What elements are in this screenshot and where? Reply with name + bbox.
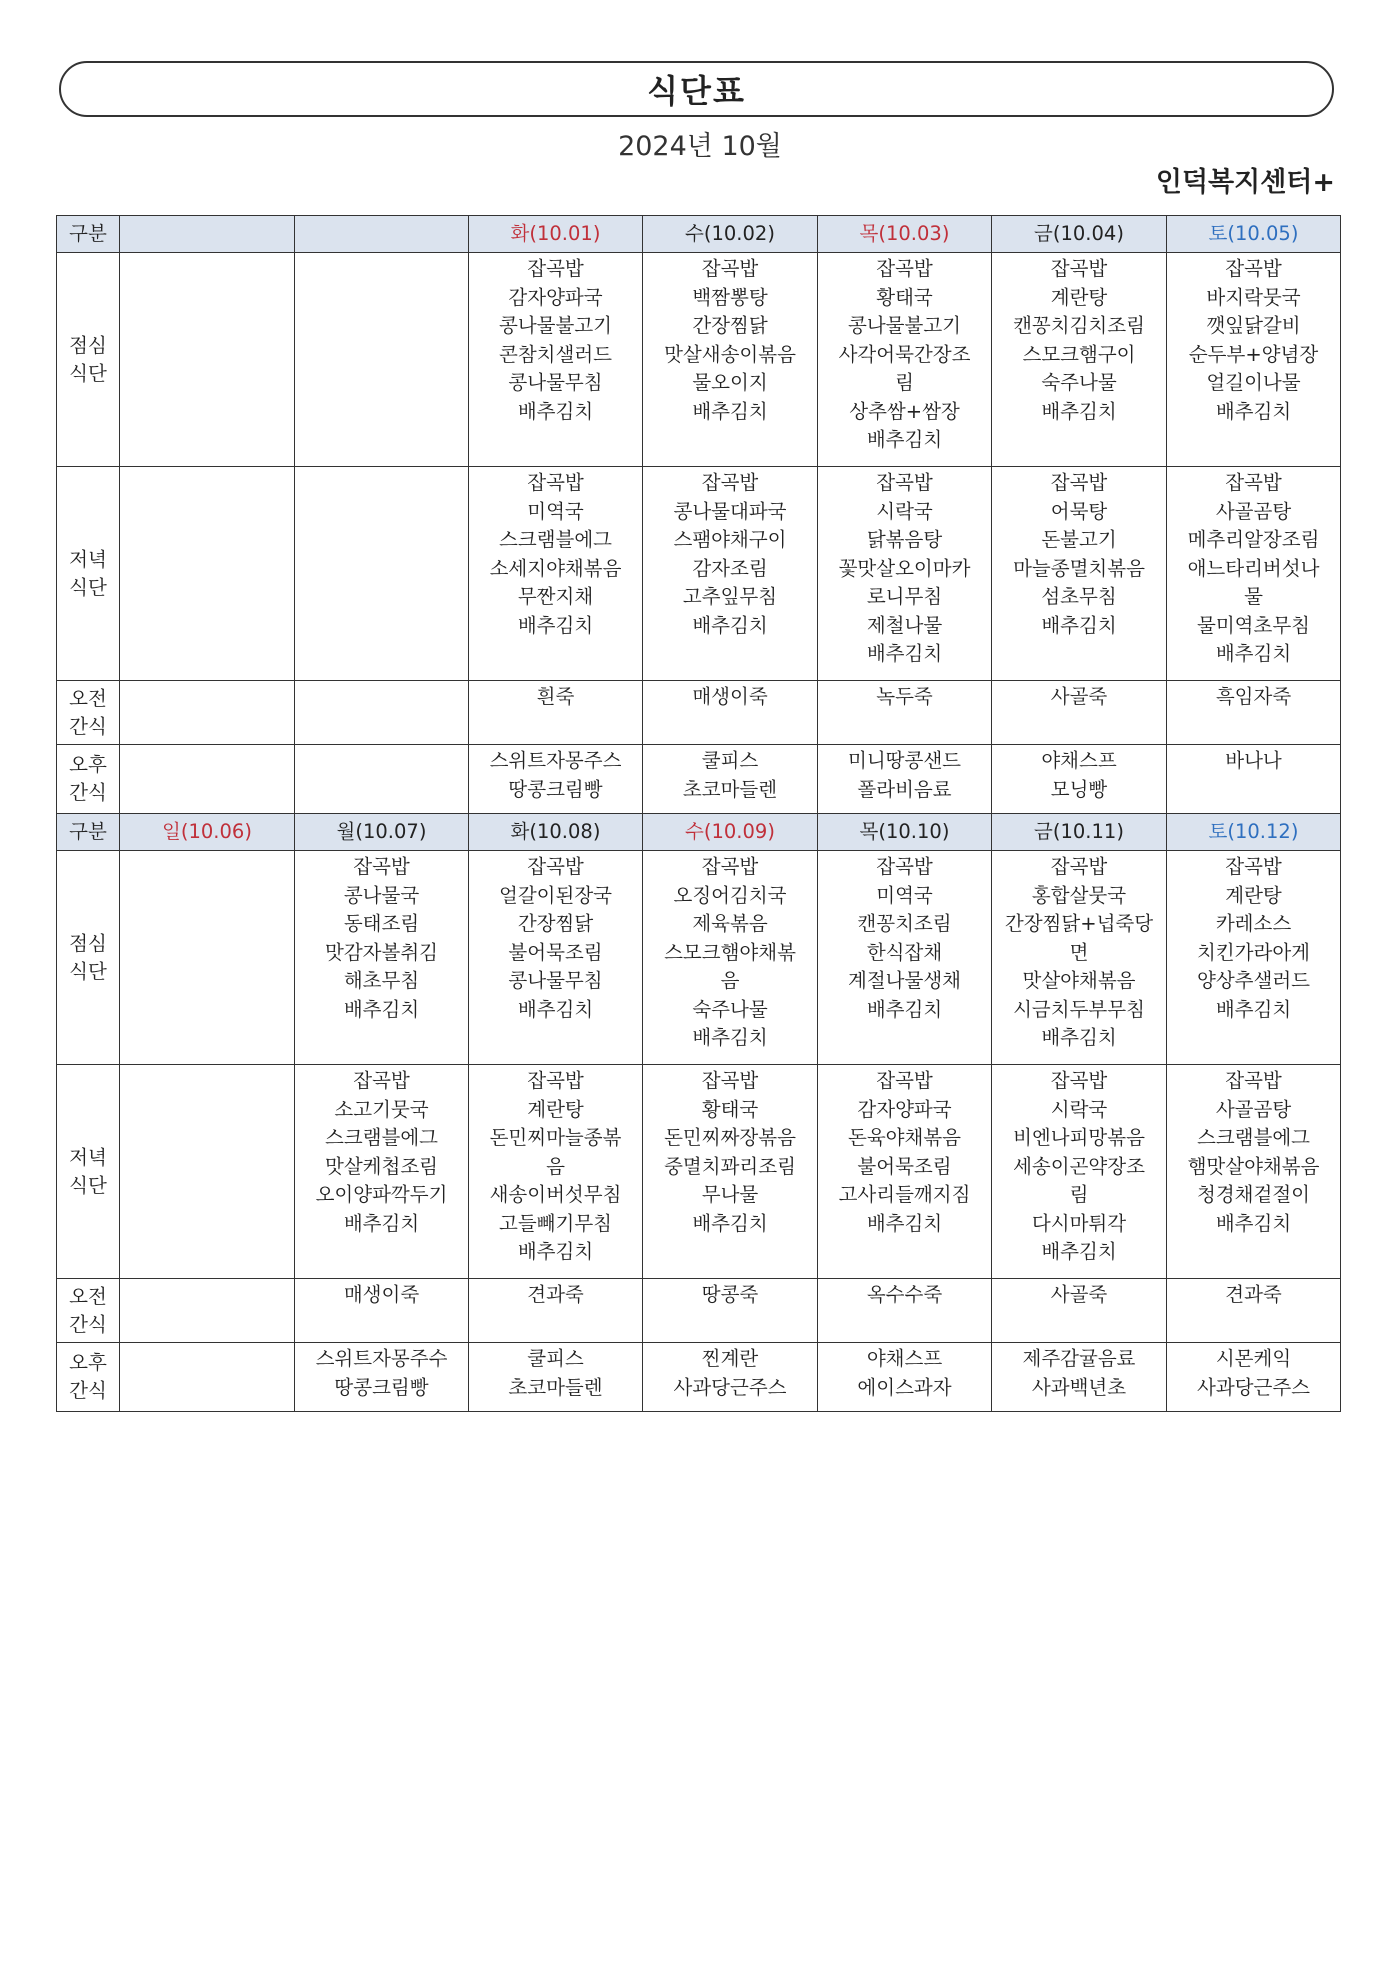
menu-item: 백짬뽕탕 (692, 285, 768, 309)
menu-cell (818, 1343, 992, 1412)
menu-item: 모닝빵 (1050, 777, 1108, 801)
menu-cell-empty (120, 253, 295, 467)
menu-item: 스크램블에그 (324, 1126, 439, 1149)
menu-cell (643, 253, 818, 467)
menu-item: 잡곡밥 (1225, 257, 1282, 280)
row-label-line: 식단 (69, 575, 107, 599)
menu-item: 어묵탕 (1050, 499, 1108, 523)
menu-cell (469, 745, 643, 814)
menu-item: 잡곡밥 (353, 1069, 410, 1092)
menu-item: 견과죽 (1225, 1283, 1282, 1306)
menu-item: 배추김치 (1215, 399, 1292, 423)
menu-cell-empty (295, 745, 469, 814)
menu-item: 스위트자몽주수 (315, 1347, 448, 1370)
am-snack-label (57, 681, 120, 745)
menu-item: 배추김치 (517, 997, 594, 1021)
menu-item: 시금치두부무침 (1013, 997, 1145, 1021)
category-label: 구분 (57, 216, 120, 253)
menu-item: 잡곡밥 (876, 257, 933, 280)
menu-item: 소고기뭇국 (334, 1097, 429, 1121)
dinner-row (57, 1065, 1341, 1279)
menu-item: 쿨피스 (527, 1347, 584, 1370)
row-label-line: 점심 (69, 333, 107, 357)
row-label-line: 식단 (69, 959, 107, 983)
menu-item: 사골죽 (1050, 1283, 1108, 1306)
menu-item: 시몬케익 (1215, 1347, 1292, 1370)
menu-item: 잡곡밥 (701, 257, 759, 280)
menu-item: 스크램블에그 (498, 528, 613, 551)
menu-item: 햄맛살야채볶음 (1187, 1154, 1320, 1178)
menu-cell (643, 1065, 818, 1279)
pm-snack-label (57, 1343, 120, 1412)
menu-item: 맛살야채볶음 (1022, 969, 1136, 992)
menu-item: 무짠지채 (517, 585, 594, 608)
menu-item: 콩나물대파국 (673, 499, 787, 523)
menu-cell (295, 1065, 469, 1279)
day-label: 목(10.10) (859, 819, 950, 843)
organization-name: 인덕복지센터+ (1155, 167, 1335, 198)
menu-item: 오징어김치국 (673, 883, 787, 907)
menu-item: 콩나물불고기 (498, 314, 613, 337)
menu-item: 고들빼기무침 (498, 1211, 613, 1235)
menu-item: 스위트자몽주스 (489, 749, 622, 772)
menu-cell (1167, 681, 1341, 745)
menu-item: 숙주나물 (1041, 371, 1117, 394)
menu-item: 폴라비음료 (857, 777, 952, 801)
menu-cell (818, 253, 992, 467)
lunch-row (57, 253, 1341, 467)
menu-item: 홍합살뭇국 (1031, 883, 1127, 907)
menu-item: 잡곡밥 (1050, 1069, 1108, 1092)
day-header (818, 216, 992, 253)
menu-cell (992, 1279, 1167, 1343)
menu-item: 바나나 (1225, 749, 1282, 772)
menu-item: 계란탕 (1050, 285, 1108, 309)
title-box (59, 61, 1334, 117)
menu-cell (992, 253, 1167, 467)
menu-item: 흑임자죽 (1215, 685, 1292, 708)
menu-cell (1167, 1279, 1341, 1343)
menu-item: 오이양파깍두기 (315, 1183, 448, 1206)
menu-item: 야채스프 (866, 1347, 943, 1370)
menu-item: 배추김치 (692, 1026, 768, 1049)
menu-cell (992, 1065, 1167, 1279)
row-label-line: 식단 (69, 361, 107, 385)
day-header (992, 216, 1167, 253)
menu-item: 사과당근주스 (1196, 1375, 1311, 1399)
menu-item: 얼갈이된장국 (498, 883, 613, 907)
menu-cell-empty (295, 681, 469, 745)
pm-snack-row (57, 745, 1341, 814)
menu-item: 물오이지 (692, 371, 768, 394)
menu-item: 옥수수죽 (866, 1283, 943, 1306)
menu-cell (1167, 467, 1341, 681)
menu-cell (992, 745, 1167, 814)
menu-item: 불어묵조림 (857, 1154, 952, 1178)
menu-item: 계란탕 (527, 1097, 584, 1121)
menu-item: 배추김치 (692, 399, 768, 423)
menu-cell (818, 1065, 992, 1279)
day-header (643, 216, 818, 253)
menu-item: 상추쌈+쌈장 (849, 399, 960, 423)
menu-item: 땅콩죽 (701, 1283, 759, 1306)
row-label-line: 간식 (69, 714, 107, 738)
menu-item: 배추김치 (692, 1211, 768, 1235)
day-header (120, 814, 295, 851)
menu-item: 잡곡밥 (701, 1069, 759, 1092)
day-label: 일(10.06) (162, 819, 252, 843)
menu-item: 계란탕 (1225, 883, 1282, 907)
menu-item: 사과백년초 (1031, 1375, 1127, 1399)
menu-item: 제주감귤음료 (1022, 1347, 1136, 1370)
menu-item: 잡곡밥 (527, 257, 584, 280)
menu-item: 콩나물불고기 (847, 314, 962, 337)
menu-item: 잡곡밥 (876, 855, 933, 878)
menu-item: 돈민찌짜장볶음 (664, 1126, 796, 1149)
menu-cell (818, 1279, 992, 1343)
day-header (295, 814, 469, 851)
menu-item: 야채스프 (1041, 749, 1117, 772)
menu-item: 배추김치 (343, 997, 420, 1021)
menu-cell (992, 467, 1167, 681)
menu-cell (643, 681, 818, 745)
menu-cell-empty (120, 1343, 295, 1412)
menu-item: 잡곡밥 (1225, 1069, 1282, 1092)
row-label-line: 점심 (69, 931, 107, 955)
menu-cell (469, 467, 643, 681)
menu-item: 배추김치 (1041, 613, 1117, 637)
menu-item: 캔꽁치김치조림 (1013, 314, 1145, 337)
menu-item: 잡곡밥 (1050, 257, 1108, 280)
menu-item: 고추잎무침 (682, 585, 778, 608)
menu-cell (295, 1279, 469, 1343)
menu-item: 제철나물 (866, 613, 943, 637)
menu-cell (992, 1343, 1167, 1412)
menu-item: 맛살케첩조림 (324, 1154, 439, 1178)
menu-item: 콩나물무침 (508, 371, 603, 394)
menu-item: 스모크햄구이 (1022, 342, 1136, 366)
menu-item: 깻잎닭갈비 (1206, 314, 1301, 337)
menu-item: 잡곡밥 (1225, 855, 1282, 878)
menu-cell (818, 745, 992, 814)
menu-item: 다시마튀각 (1031, 1211, 1127, 1235)
menu-item: 잡곡밥 (1225, 471, 1282, 494)
menu-item: 치킨가라아게 (1196, 940, 1311, 964)
menu-item: 에이스과자 (857, 1375, 952, 1399)
menu-item: 배추김치 (866, 642, 943, 665)
menu-item: 간장찜닭 (692, 314, 768, 337)
menu-cell-empty (120, 1279, 295, 1343)
menu-item: 시락국 (1050, 1097, 1108, 1121)
menu-item: 세송이곤약장조 (1013, 1154, 1145, 1178)
menu-item: 시락국 (876, 499, 933, 523)
menu-item: 사각어묵간장조 (838, 342, 971, 366)
menu-item: 닭볶음탕 (866, 528, 943, 551)
menu-cell (469, 253, 643, 467)
menu-item: 잡곡밥 (876, 1069, 933, 1092)
menu-item: 스팸야채구이 (673, 528, 787, 551)
row-label-line: 간식 (69, 781, 107, 804)
day-label: 수(10.02) (685, 221, 775, 245)
menu-item: 애느타리버섯나 (1187, 556, 1320, 580)
menu-item: 잡곡밥 (876, 471, 933, 494)
menu-cell (1167, 851, 1341, 1065)
pm-snack-label (57, 745, 120, 814)
row-label-line: 저녁 (69, 547, 107, 571)
menu-item: 계절나물생채 (847, 969, 962, 992)
menu-item: 얼길이나물 (1206, 371, 1301, 394)
menu-item: 감자양파국 (857, 1097, 952, 1121)
menu-cell (1167, 1343, 1341, 1412)
menu-item: 사골곰탕 (1215, 499, 1292, 523)
row-label-line: 오후 (69, 1351, 107, 1374)
row-label-line: 오전 (69, 686, 107, 710)
menu-item: 림 (895, 371, 914, 394)
day-label: 화(10.01) (510, 221, 601, 245)
menu-item: 제육볶음 (692, 912, 768, 935)
menu-item: 음 (546, 1154, 565, 1178)
menu-cell (1167, 745, 1341, 814)
row-label-line: 오전 (69, 1284, 107, 1308)
category-label: 구분 (57, 814, 120, 851)
menu-item: 돈민찌마늘종볶 (489, 1126, 622, 1149)
day-header-empty (120, 216, 295, 253)
menu-item: 꽃맛살오이마카 (838, 556, 971, 580)
menu-cell (643, 745, 818, 814)
week-header-row (57, 814, 1341, 851)
menu-item: 돈육야채볶음 (847, 1126, 962, 1149)
menu-item: 땅콩크림빵 (334, 1375, 429, 1399)
menu-item: 면 (1069, 940, 1089, 964)
menu-cell (818, 851, 992, 1065)
menu-item: 매생이죽 (692, 685, 768, 708)
menu-item: 사골곰탕 (1215, 1097, 1292, 1121)
menu-item: 사과당근주스 (673, 1375, 787, 1399)
dinner-label (57, 467, 120, 681)
menu-cell (295, 1343, 469, 1412)
menu-item: 캔꽁치조림 (857, 912, 952, 935)
menu-item: 잡곡밥 (1050, 855, 1108, 878)
dinner-label (57, 1065, 120, 1279)
menu-table (56, 215, 1341, 1412)
day-header (469, 216, 643, 253)
menu-item: 양상추샐러드 (1196, 969, 1311, 992)
row-label-line: 간식 (69, 1312, 107, 1336)
menu-item: 림 (1069, 1183, 1089, 1206)
day-label: 토(10.05) (1208, 221, 1299, 245)
row-label-line: 식단 (69, 1173, 107, 1197)
page-title: 식단표 (647, 72, 746, 110)
menu-item: 잡곡밥 (701, 471, 759, 494)
menu-item: 배추김치 (1041, 399, 1117, 423)
menu-cell (818, 681, 992, 745)
menu-item: 배추김치 (866, 428, 943, 451)
menu-item: 간장찜닭 (517, 912, 594, 935)
menu-cell (469, 681, 643, 745)
day-header (643, 814, 818, 851)
menu-item: 바지락뭇국 (1206, 285, 1301, 309)
menu-item: 배추김치 (517, 1240, 594, 1263)
menu-item: 견과죽 (527, 1283, 584, 1306)
day-label: 수(10.09) (685, 819, 775, 843)
menu-item: 감자조림 (692, 556, 768, 580)
day-header (1167, 216, 1341, 253)
menu-item: 비엔나피망볶음 (1013, 1126, 1145, 1149)
menu-item: 땅콩크림빵 (508, 777, 603, 801)
day-header (469, 814, 643, 851)
menu-item: 카레소스 (1215, 912, 1292, 935)
menu-cell (643, 1343, 818, 1412)
menu-cell (469, 1343, 643, 1412)
menu-item: 미니땅콩샌드 (847, 749, 962, 772)
menu-cell-empty (120, 745, 295, 814)
month-label: 2024년 10월 (618, 131, 782, 162)
menu-item: 섬초무침 (1041, 585, 1117, 608)
menu-item: 콩나물무침 (508, 969, 603, 992)
menu-cell-empty (295, 467, 469, 681)
menu-item: 사골죽 (1050, 685, 1108, 708)
pm-snack-row (57, 1343, 1341, 1412)
day-label: 월(10.07) (336, 819, 427, 843)
menu-item: 숙주나물 (692, 997, 768, 1021)
menu-item: 중멸치꽈리조림 (664, 1154, 796, 1178)
menu-item: 간장찜닭+넙죽당 (1004, 912, 1154, 935)
lunch-label (57, 253, 120, 467)
am-snack-row (57, 681, 1341, 745)
menu-cell (1167, 253, 1341, 467)
menu-item: 순두부+양념장 (1188, 342, 1319, 366)
menu-item: 새송이버섯무침 (489, 1183, 622, 1206)
menu-cell (469, 851, 643, 1065)
menu-item: 고사리들깨지짐 (838, 1183, 971, 1206)
row-label-line: 저녁 (69, 1145, 107, 1169)
menu-item: 미역국 (527, 499, 584, 523)
menu-item: 배추김치 (343, 1211, 420, 1235)
menu-item: 잡곡밥 (701, 855, 759, 878)
menu-item: 배추김치 (1041, 1240, 1117, 1263)
menu-item: 배추김치 (866, 997, 943, 1021)
menu-item: 초코마들렌 (682, 777, 778, 801)
menu-cell-empty (120, 681, 295, 745)
menu-item: 스크램블에그 (1196, 1126, 1311, 1149)
day-header (992, 814, 1167, 851)
menu-item: 콘참치샐러드 (498, 342, 613, 366)
menu-item: 미역국 (876, 883, 933, 907)
menu-item: 찐계란 (701, 1347, 759, 1370)
menu-item: 음 (720, 969, 740, 992)
menu-item: 청경채겉절이 (1196, 1183, 1311, 1206)
menu-item: 황태국 (701, 1097, 759, 1121)
menu-item: 배추김치 (866, 1211, 943, 1235)
menu-cell (1167, 1065, 1341, 1279)
menu-cell (643, 1279, 818, 1343)
day-label: 금(10.11) (1034, 819, 1124, 843)
menu-item: 감자양파국 (508, 285, 603, 309)
day-header (818, 814, 992, 851)
row-label-line: 오후 (69, 753, 107, 776)
menu-item: 잡곡밥 (353, 855, 410, 878)
am-snack-label (57, 1279, 120, 1343)
menu-item: 로니무침 (866, 585, 943, 608)
menu-cell-empty (120, 1065, 295, 1279)
menu-cell (992, 681, 1167, 745)
menu-item: 잡곡밥 (1050, 471, 1108, 494)
menu-item: 배추김치 (1215, 997, 1292, 1021)
menu-item: 배추김치 (1215, 642, 1292, 665)
menu-cell (643, 851, 818, 1065)
menu-item: 녹두죽 (876, 685, 933, 708)
menu-cell (992, 851, 1167, 1065)
menu-item: 맛살새송이볶음 (664, 342, 796, 366)
day-label: 목(10.03) (859, 221, 950, 245)
menu-item: 잡곡밥 (527, 855, 584, 878)
menu-item: 배추김치 (1215, 1211, 1292, 1235)
dinner-row (57, 467, 1341, 681)
day-label: 토(10.12) (1208, 819, 1299, 843)
menu-cell (469, 1279, 643, 1343)
day-header (1167, 814, 1341, 851)
menu-item: 돈불고기 (1041, 528, 1117, 551)
menu-item: 스모크햄야채볶 (664, 940, 796, 964)
menu-cell (643, 467, 818, 681)
lunch-row (57, 851, 1341, 1065)
menu-item: 물미역초무침 (1196, 613, 1311, 637)
menu-item: 불어묵조림 (508, 940, 603, 964)
day-label: 화(10.08) (510, 819, 601, 843)
menu-cell-empty (120, 851, 295, 1065)
menu-item: 황태국 (876, 285, 933, 309)
row-label-line: 간식 (69, 1379, 107, 1402)
menu-item: 잡곡밥 (527, 471, 584, 494)
menu-item: 콩나물국 (343, 883, 420, 907)
menu-item: 메추리알장조림 (1187, 528, 1320, 551)
menu-item: 한식잡채 (866, 940, 943, 964)
menu-item: 배추김치 (1041, 1026, 1117, 1049)
menu-cell-empty (295, 253, 469, 467)
menu-item: 배추김치 (517, 613, 594, 637)
am-snack-row (57, 1279, 1341, 1343)
menu-item: 마늘종멸치볶음 (1013, 556, 1145, 580)
day-header-empty (295, 216, 469, 253)
menu-item: 맛감자볼취김 (324, 940, 439, 964)
menu-item: 물 (1244, 585, 1263, 608)
menu-item: 매생이죽 (343, 1283, 420, 1306)
menu-item: 무나물 (701, 1183, 759, 1206)
menu-cell (469, 1065, 643, 1279)
menu-item: 초코마들렌 (508, 1375, 603, 1399)
week-header-row (57, 216, 1341, 253)
menu-item: 해초무침 (343, 969, 420, 992)
menu-item: 배추김치 (517, 399, 594, 423)
menu-item: 소세지야채볶음 (489, 556, 622, 580)
menu-item: 흰죽 (536, 685, 575, 708)
menu-cell (818, 467, 992, 681)
menu-item: 쿨피스 (701, 749, 759, 772)
day-label: 금(10.04) (1034, 221, 1124, 245)
menu-cell-empty (120, 467, 295, 681)
menu-item: 동태조림 (343, 912, 420, 935)
menu-item: 배추김치 (692, 613, 768, 637)
lunch-label (57, 851, 120, 1065)
menu-cell (295, 851, 469, 1065)
menu-item: 잡곡밥 (527, 1069, 584, 1092)
